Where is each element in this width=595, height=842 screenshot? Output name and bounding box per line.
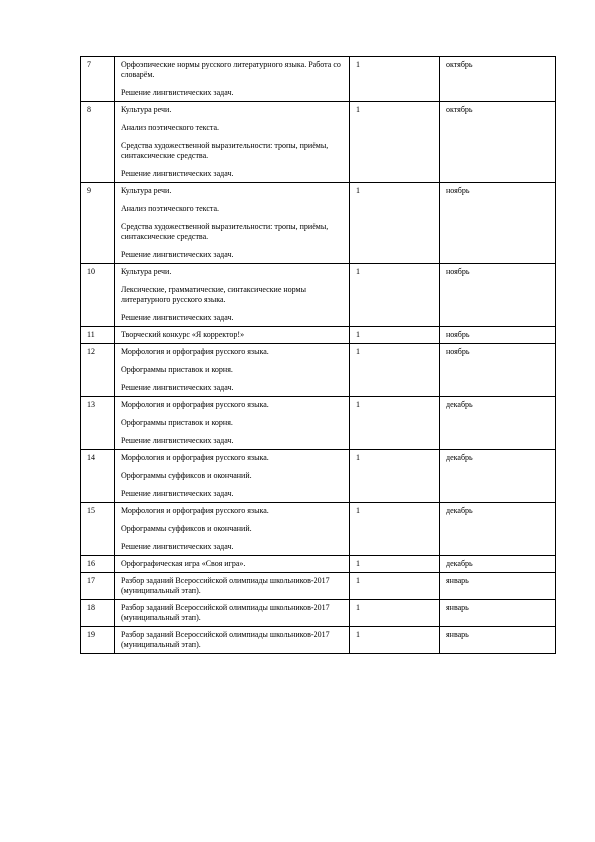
table-row [81,183,556,264]
hours-cell: 1 [350,102,440,183]
hours-cell: 1 [350,450,440,503]
month-cell: январь [440,627,556,654]
topic-line: Лексические, грамматические, синтаксические нормы литературного русского языка. [121,285,306,304]
topic-line: Орфоэпические нормы русского литературного языка. Работа со словарём. [121,60,341,79]
lesson-number-cell: 10 [81,264,115,327]
hours-cell: 1 [350,264,440,327]
topic-line: Анализ поэтического текста. [121,204,220,213]
month-cell: октябрь [440,57,556,102]
table-row [81,327,556,344]
topic-line: Решение лингвистических задач. [121,313,234,322]
lesson-number-cell: 18 [81,600,115,627]
lesson-number-cell: 8 [81,102,115,183]
hours-cell: 1 [350,627,440,654]
table-row [81,397,556,450]
topic-line: Культура речи. [121,186,172,195]
lesson-topic-cell [115,627,350,654]
topic-line: Орфограммы приставок и корня. [121,365,233,374]
topic-line: Разбор заданий Всероссийской олимпиады школьников-2017 (муниципальный этап). [121,630,330,649]
lesson-number-cell: 12 [81,344,115,397]
topic-line: Решение лингвистических задач. [121,169,234,178]
table-row [81,600,556,627]
lesson-number-cell: 17 [81,573,115,600]
lesson-topic-cell [115,397,350,450]
topic-line: Орфографическая игра «Своя игра». [121,559,246,568]
month-cell: ноябрь [440,183,556,264]
topic-line: Решение лингвистических задач. [121,542,234,551]
topic-line: Средства художественной выразительности: тропы, приёмы, синтаксические средства. [121,222,329,241]
month-cell: октябрь [440,102,556,183]
table-row [81,57,556,102]
topic-line: Разбор заданий Всероссийской олимпиады школьников-2017 (муниципальный этап). [121,603,330,622]
month-cell: ноябрь [440,344,556,397]
month-cell: декабрь [440,397,556,450]
topic-line: Анализ поэтического текста. [121,123,220,132]
hours-cell: 1 [350,573,440,600]
topic-line: Морфология и орфография русского языка. [121,506,269,515]
month-cell: декабрь [440,503,556,556]
hours-cell: 1 [350,503,440,556]
table-row [81,573,556,600]
table-body [81,57,556,654]
lesson-topic-cell [115,264,350,327]
hours-cell: 1 [350,397,440,450]
lesson-topic-cell [115,450,350,503]
table-row [81,556,556,573]
lesson-number-cell: 15 [81,503,115,556]
table-row [81,503,556,556]
topic-line: Орфограммы суффиксов и окончаний. [121,471,252,480]
table-row [81,627,556,654]
topic-line: Морфология и орфография русского языка. [121,400,269,409]
hours-cell: 1 [350,344,440,397]
topic-line: Решение лингвистических задач. [121,436,234,445]
lesson-topic-cell [115,102,350,183]
hours-cell: 1 [350,327,440,344]
table-row [81,264,556,327]
lesson-number-cell: 14 [81,450,115,503]
topic-line: Решение лингвистических задач. [121,489,234,498]
topic-line: Разбор заданий Всероссийской олимпиады школьников-2017 (муниципальный этап). [121,576,330,595]
topic-line: Решение лингвистических задач. [121,88,234,97]
topic-line: Орфограммы суффиксов и окончаний. [121,524,252,533]
table-row [81,344,556,397]
lesson-number-cell: 16 [81,556,115,573]
lesson-topic-cell [115,573,350,600]
lesson-topic-cell [115,503,350,556]
topic-line: Морфология и орфография русского языка. [121,453,269,462]
month-cell: декабрь [440,556,556,573]
lesson-number-cell: 13 [81,397,115,450]
topic-line: Культура речи. [121,105,172,114]
lesson-topic-cell [115,57,350,102]
hours-cell: 1 [350,556,440,573]
topic-line: Решение лингвистических задач. [121,250,234,259]
table-row [81,102,556,183]
month-cell: ноябрь [440,327,556,344]
lesson-number-cell: 9 [81,183,115,264]
lesson-plan-table [80,56,556,654]
lesson-topic-cell [115,556,350,573]
lesson-topic-cell [115,600,350,627]
lesson-number-cell: 19 [81,627,115,654]
topic-line: Орфограммы приставок и корня. [121,418,233,427]
topic-line: Творческий конкурс «Я корректор!» [121,330,245,339]
topic-line: Культура речи. [121,267,172,276]
month-cell: январь [440,573,556,600]
lesson-topic-cell [115,327,350,344]
lesson-topic-cell [115,344,350,397]
month-cell: ноябрь [440,264,556,327]
hours-cell: 1 [350,600,440,627]
lesson-number-cell: 7 [81,57,115,102]
month-cell: декабрь [440,450,556,503]
hours-cell: 1 [350,183,440,264]
topic-line: Морфология и орфография русского языка. [121,347,269,356]
topic-line: Средства художественной выразительности: тропы, приёмы, синтаксические средства. [121,141,329,160]
hours-cell: 1 [350,57,440,102]
lesson-topic-cell [115,183,350,264]
lesson-number-cell: 11 [81,327,115,344]
month-cell: январь [440,600,556,627]
topic-line: Решение лингвистических задач. [121,383,234,392]
table-row [81,450,556,503]
